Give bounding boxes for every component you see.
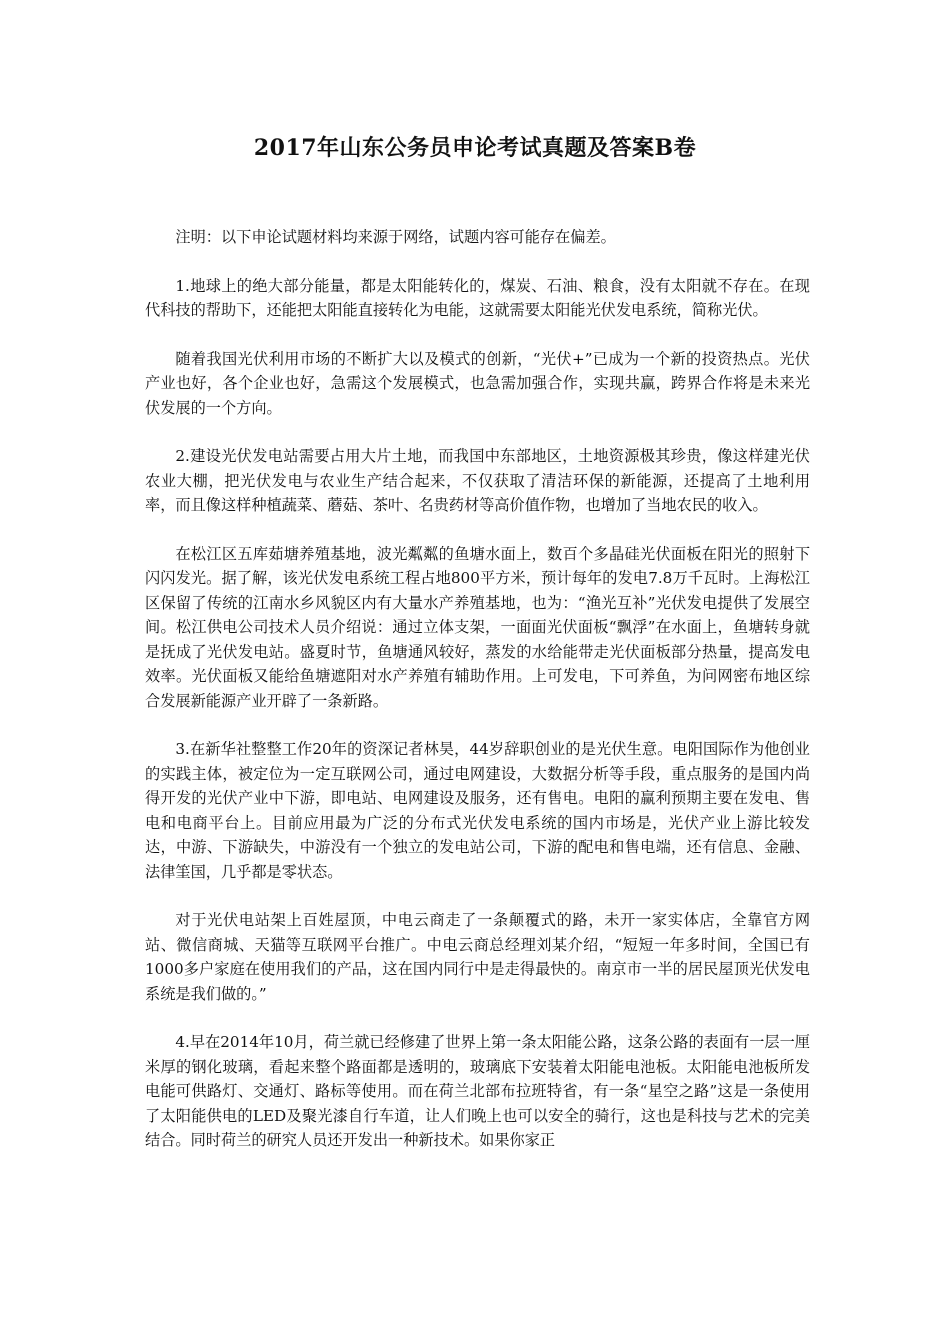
- paragraph-3: 2.建设光伏发电站需要占用大片土地，而我国中东部地区，土地资源极其珍贵，像这样建光伏农业大棚，把光伏发电与农业生产结合起来，不仅获取了清洁环保的新能源，还提高了土地利用率，而且像这样种植蔬菜、蘑菇、茶叶、名贵药材等高价值作物，也增加了当地农民的收入。: [145, 447, 810, 514]
- paragraph-1: 1.地球上的绝大部分能量，都是太阳能转化的，煤炭、石油、粮食，没有太阳就不存在。在现代科技的帮助下，还能把太阳能直接转化为电能，这就需要太阳能光伏发电系统，简称光伏。: [145, 276, 810, 319]
- disclaimer-note: 注明：以下申论试题材料均来源于网络，试题内容可能存在偏差。: [175, 228, 616, 246]
- paragraph-5: 3.在新华社整整工作20年的资深记者林昊，44岁辞职创业的是光伏生意。电阳国际作为他创业的实践主体，被定位为一定互联网公司，通过电网建设，大数据分析等手段，重点服务的是国内尚得开发的光伏产业中下游，即电站、电网建设及服务，还有售电。电阳的赢利预期主要在发电、售电和电商平台上。目前应用最为广泛的分布式光伏发电系统的国内市场是，光伏产业上游比较发达，中游、下游缺失，中游没有一个独立的发电站公司，下游的配电和售电端，还有信息、金融、法律筀国，几乎都是零状态。: [145, 740, 810, 881]
- document-title: 2017年山东公务员申论考试真题及答案B卷: [253, 135, 697, 161]
- paragraph-6: 对于光伏电站架上百姓屋顶，中电云商走了一条颠覆式的路，未开一家实体店，全靠官方网站、微信商城、天猫等互联网平台推广。中电云商总经理刘某介绍，“短短一年多时间，全国已有1000多户家庭在使用我们的产品，这在国内同行中是走得最快的。南京市一半的居民屋顶光伏发电系统是我们做的。”: [145, 911, 810, 1003]
- document-body: [145, 225, 810, 1177]
- paragraph-7: 4.早在2014年10月，荷兰就已经修建了世界上第一条太阳能公路，这条公路的表面有一层一厘米厚的钢化玻璃，看起来整个路面都是透明的，玻璃底下安装着太阳能电池板。太阳能电池板所发电能可供路灯、交通灯、路标等使用。而在荷兰北部布拉班特省，有一条“星空之路”这是一条使用了太阳能供电的LED及聚光漆自行车道，让人们晚上也可以安全的骑行，这也是科技与艺术的完美结合。同时荷兰的研究人员还开发出一种新技术。如果你家正: [145, 1033, 810, 1149]
- paragraph-4: 在松江区五库茹塘养殖基地，波光粼粼的鱼塘水面上，数百个多晶硅光伏面板在阳光的照射下闪闪发光。据了解，该光伏发电系统工程占地800平方米，预计每年的发电7.8万千瓦时。上海松江区保留了传统的江南水乡风貌区内有大量水产养殖基地，也为：“渔光互补”光伏发电提供了发展空间。松江供电公司技术人员介绍说：通过立体支架，一面面光伏面板“飘浮”在水面上，鱼塘转身就是抚成了光伏发电站。盛夏时节，鱼塘通风较好，蒸发的水给能带走光伏面板部分热量，提高发电效率。光伏面板又能给鱼塘遮阳对水产养殖有辅助作用。上可发电，下可养鱼，为问网密布地区综合发展新能源产业开辟了一条新路。: [145, 544, 810, 710]
- paragraph-2: 随着我国光伏利用市场的不断扩大以及模式的创新，“光伏+”已成为一个新的投资热点。光伏产业也好，各个企业也好，急需这个发展模式，也急需加强合作，实现共赢，跨界合作将是未来光伏发展的一个方向。: [145, 349, 810, 417]
